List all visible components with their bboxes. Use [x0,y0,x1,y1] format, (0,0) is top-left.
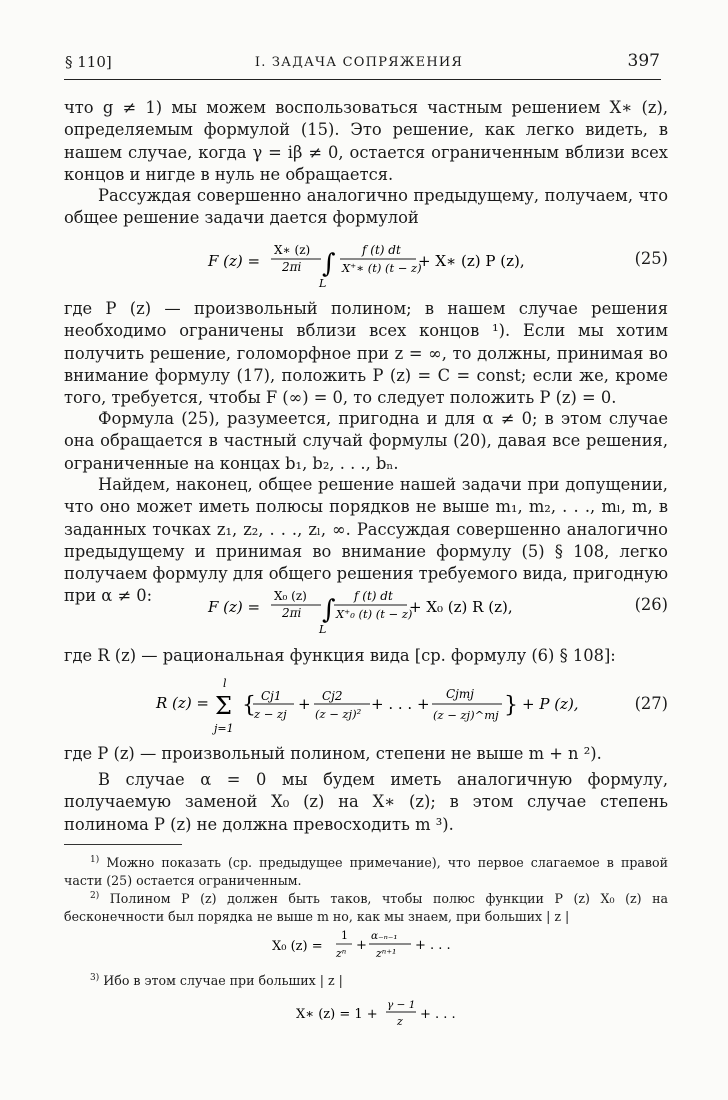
eq27-term3-num: Cjmj [446,687,475,701]
page-number: 397 [627,51,660,71]
paragraph-8: В случае α = 0 мы будем иметь аналогичную формулу, получаемую заменой X₀ (z) на X∗ (z); в этом случае степень полинома P (z) не должна превосходить m ³). [64,770,668,834]
fn3-eq-n1: γ − 1 [387,999,416,1011]
equation-27 [64,672,668,738]
header-rule [64,79,661,80]
eq25-coef-num: X∗ (z) [274,243,311,257]
section-reference: § 110] [65,53,112,71]
eq27-dots: + . . . + [371,695,430,713]
paragraph-4: Формула (25), разумеется, пригодна и для α ≠ 0; в этом случае она обращается в частный случай формулы (20), давая все решения, ограниченные на концах b₁, b₂, . . ., bₙ. [64,409,668,473]
eq25-tail: + X∗ (z) P (z), [418,252,525,270]
eq26-tail: + X₀ (z) R (z), [409,598,513,616]
eq27-tail: + P (z), [522,695,579,713]
eq27-sum-sign: Σ [215,692,232,720]
fn2-eq-tail: + . . . [415,938,451,953]
eq26-coef-num: X₀ (z) [274,589,307,603]
fn2-eq-d2: zⁿ⁺¹ [376,947,397,960]
eq26-lhs: F (z) = [208,598,261,616]
eq26-coef-den: 2πi [282,606,302,620]
eq27-lhs: R (z) = [156,694,210,712]
footnote-2-mark: 2) [90,891,100,901]
eq27-term1-num: Cj1 [261,689,282,703]
eq25-number: (25) [634,249,668,268]
fn2-eq-n1: 1 [341,929,348,942]
footnote-2-equation [272,926,492,962]
eq25-lhs: F (z) = [208,252,261,270]
eq26-int-den: X⁺₀ (t) (t − z) [336,607,413,621]
eq27-term2-den: (z − zj)² [315,707,362,721]
paragraph-1: что g ≠ 1) мы можем воспользоваться частным решением X∗ (z), определяемым формулой (15). Это решение, как легко видеть, в нашем случае, когда γ = iβ ≠ 0, остается ограниченным вблизи всех концов и нигде в нуль не обращается. [64,98,668,184]
chapter-title: I. ЗАДАЧА СОПРЯЖЕНИЯ [254,55,464,70]
fn2-eq-lhs: X₀ (z) = [272,939,323,954]
eq27-sum-bottom: j=1 [214,722,234,735]
eq26-int-num: f (t) dt [354,589,393,603]
eq27-term3-den: (z − zj)^mj [433,708,499,722]
footnote-1-text: Можно показать (ср. предыдущее примечание), что первое слагаемое в правой части (25) остается ограниченным. [64,855,668,888]
eq27-plus: + [298,695,311,713]
paragraph-7: где P (z) — произвольный полином, степени не выше m + n ²). [64,744,602,763]
eq25-coef-den: 2πi [282,260,302,274]
footnote-3-mark: 3) [90,973,100,983]
eq26-number: (26) [634,595,668,614]
footnote-3 [64,969,668,990]
footnote-2-text: Полином P (z) должен быть таков, чтобы полюс функции P (z) X₀ (z) на бесконечности был порядка не выше m но, как мы знаем, при больших | z | [64,891,668,924]
footnote-2 [64,887,668,926]
paragraph-6: где R (z) — рациональная функция вида [ср. формулу (6) § 108]: [64,646,616,665]
eq27-sum-top: l [223,677,227,690]
fn2-eq-plus: + [356,938,367,953]
equation-26 [64,584,668,644]
fn2-eq-d1: zⁿ [336,947,347,960]
eq26-integral-limit: L [319,623,327,636]
fn3-eq-tail: + . . . [420,1007,456,1022]
equation-25 [64,238,668,298]
footnote-1-mark: 1) [90,855,100,865]
eq27-term1-den: z − zj [254,707,287,721]
footnote-1 [64,851,668,890]
footnote-3-text: Ибо в этом случае при больших | z | [103,973,343,988]
paragraph-3: где P (z) — произвольный полином; в нашем случае решения необходимо ограничены вблизи всех концов ¹). Если мы хотим получить решение, голоморфное при z = ∞, то должны, принимая во внимание формулу (17), положить P (z) = C = const; если же, кроме того, требуется, чтобы F (∞) = 0, то следует положить P (z) = 0. [64,299,668,408]
fn2-eq-n2: α₋ₙ₋₁ [371,930,398,942]
footnote-rule [64,844,182,845]
paragraph-5: Найдем, наконец, общее решение нашей задачи при допущении, что оно может иметь полюсы порядков не выше m₁, m₂, . . ., mₗ, m, в заданных точках z₁, z₂, . . ., zₗ, ∞. Рассуждая совершенно аналогично предыдущему и принимая во внимание формулу (5) § 108, легко получаем формулу для общего решения требуемого вида, пригодную при α ≠ 0: [64,475,668,606]
eq25-integral-limit: L [319,277,327,290]
eq27-number: (27) [634,694,668,713]
fn3-eq-d1: z [397,1015,403,1028]
eq27-brace-close: } [504,693,518,718]
eq26-integral-sign: ∫ [322,595,336,625]
eq25-int-num: f (t) dt [362,243,401,257]
paragraph-2: Рассуждая совершенно аналогично предыдущему, получаем, что общее решение задачи дается формулой [64,186,668,228]
eq25-integral-sign: ∫ [322,249,336,279]
eq27-brace-open: { [242,693,256,718]
footnote-3-equation [296,996,476,1032]
eq25-int-den: X⁺∗ (t) (t − z) [342,261,422,275]
fn3-eq-lhs: X∗ (z) = 1 + [296,1007,378,1022]
eq27-term2-num: Cj2 [322,689,343,703]
